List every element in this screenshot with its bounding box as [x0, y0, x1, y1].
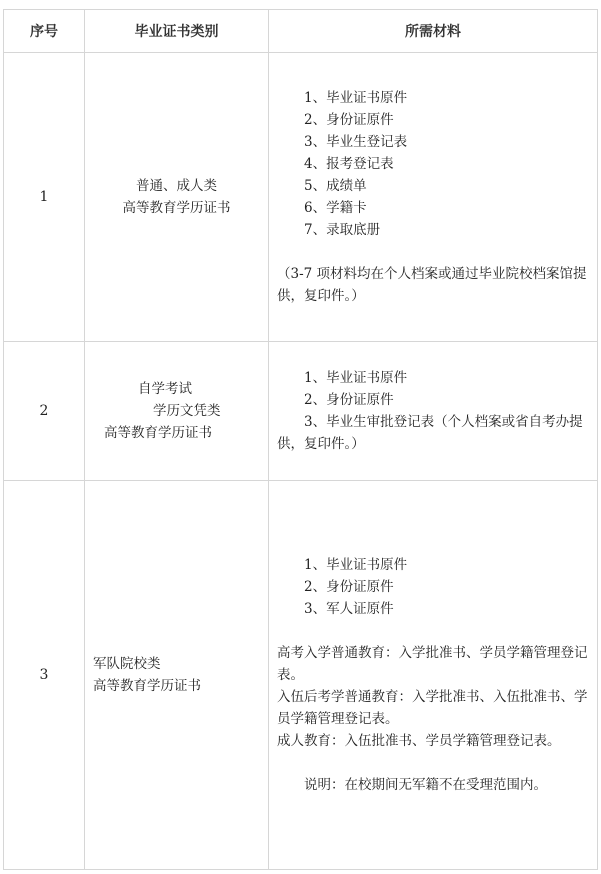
- material-paragraph: 高考入学普通教育：入学批准书、学员学籍管理登记表。: [277, 645, 588, 683]
- row-category: [85, 53, 269, 342]
- table-row: [4, 481, 598, 870]
- row-materials: [269, 53, 598, 342]
- category-line: 高等教育学历证书: [122, 200, 231, 216]
- row-seq: 3: [4, 481, 85, 870]
- row-materials: [269, 342, 598, 481]
- material-item: 3、军人证原件: [304, 601, 394, 617]
- row-category: [85, 481, 269, 870]
- material-item: 1、毕业证书原件: [304, 90, 408, 106]
- table-row: [4, 342, 598, 481]
- material-remark: 说明：在校期间无军籍不在受理范围内。: [304, 777, 547, 793]
- header-category: 毕业证书类别: [85, 10, 269, 53]
- category-line: 自学考试: [138, 381, 192, 397]
- material-paragraph: 成人教育：入伍批准书、学员学籍管理登记表。: [277, 733, 561, 749]
- material-item: 1、毕业证书原件: [304, 370, 408, 386]
- table-header-row: [4, 10, 598, 53]
- material-item: 3、毕业生登记表: [304, 134, 408, 150]
- row-seq: 1: [4, 53, 85, 342]
- material-item: 3、毕业生审批登记表（个人档案或省自考办提供，复印件。）: [277, 414, 583, 452]
- category-line: 军队院校类: [93, 656, 161, 672]
- category-line: 高等教育学历证书: [93, 678, 201, 694]
- materials-table: [3, 9, 598, 870]
- category-line: 高等教育学历证书: [104, 425, 212, 441]
- row-category: [85, 342, 269, 481]
- material-note: （3-7 项材料均在个人档案或通过毕业院校档案馆提供，复印件。）: [277, 266, 587, 304]
- material-item: 1、毕业证书原件: [304, 557, 408, 573]
- row-seq: 2: [4, 342, 85, 481]
- material-item: 5、成绩单: [304, 178, 367, 194]
- material-item: 2、身份证原件: [304, 579, 394, 595]
- header-materials: 所需材料: [269, 10, 598, 53]
- row-materials: [269, 481, 598, 870]
- material-paragraph: 入伍后考学普通教育：入学批准书、入伍批准书、学员学籍管理登记表。: [277, 689, 588, 727]
- material-item: 7、录取底册: [304, 222, 381, 238]
- material-item: 4、报考登记表: [304, 156, 394, 172]
- material-item: 6、学籍卡: [304, 200, 367, 216]
- material-item: 2、身份证原件: [304, 392, 394, 408]
- table-row: [4, 53, 598, 342]
- material-item: 2、身份证原件: [304, 112, 394, 128]
- header-seq: 序号: [4, 10, 85, 53]
- category-line: 学历文凭类: [153, 403, 221, 419]
- category-line: 普通、成人类: [136, 178, 217, 194]
